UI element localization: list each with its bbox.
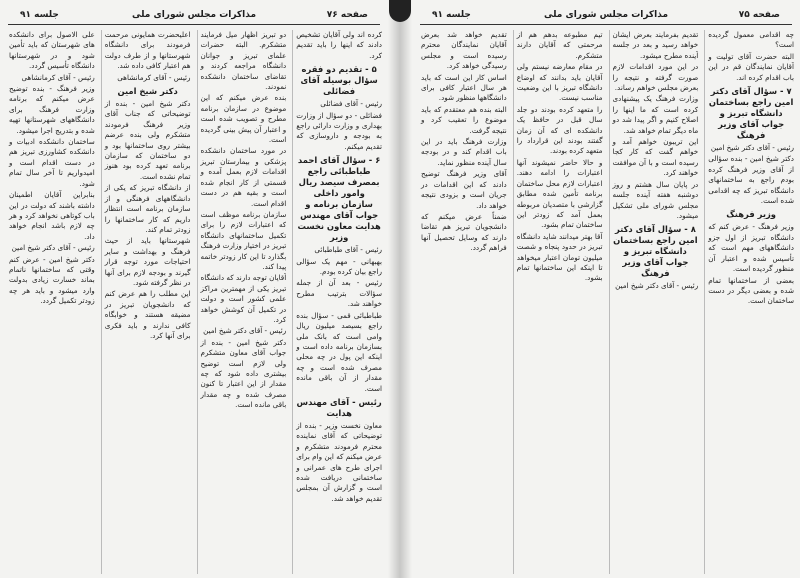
- paragraph: رئیس - آقای دکتر شیخ امین: [710, 143, 794, 153]
- text-column: [418, 30, 507, 574]
- paragraph: وزیر فرهنگ - بنده توضیح عرض میکنم که برنامه وزارت فرهنگ برای دانشگاههای شهرستانها تهیه شده و بتدریج اجرا میشود.: [9, 84, 95, 135]
- paragraph: دکتر شیخ امین - عرض کنم وقتی که ساختمانها ناتمام بماند خسارت زیادی بدولت وارد میشود و باید هر چه زودتر تکمیل گردد.: [9, 254, 95, 306]
- page-header: [8, 8, 380, 25]
- text-column: [513, 30, 603, 574]
- paragraph: در پایان سال هشتم و روز دوشنبه هفته آینده جلسه مجلس شورای ملی تشکیل میشود.: [612, 179, 699, 220]
- section-heading: دکتر شیخ امین: [117, 86, 178, 97]
- paragraph: بنده عرض میکنم که این موضوع در سازمان برنامه مطرح و تصویب شده است و اعتبار آن پیش بینی گردیده است.: [200, 93, 287, 145]
- paragraph: وزیر فرهنگ - عرض کنم که دانشگاه تبریز از اول جزو دانشگاههای مهم است که تأسیس شده و اعتبار آن منظور گردیده است.: [708, 222, 794, 274]
- paragraph: این مطلب را هم عرض کنم که دانشجویان تبریز در مضیقه هستند و خوابگاه کافی ندارند و باید فکری برای آنها کرد.: [104, 289, 191, 340]
- paragraph: این تریبون خواهم آمد و خواهم گفت که کار کجا رسیده است و با آن موافقت خواهند کرد.: [612, 137, 699, 178]
- right-page: [400, 0, 800, 578]
- page-header: [420, 8, 792, 25]
- text-column: [197, 30, 287, 574]
- session-number: جلسه ۹۱: [20, 10, 59, 20]
- paragraph: در مقام معارضه نیستم ولی آقایان باید بدانند که اوضاع دانشگاه تبریز با این وضعیت مناسب نیست.: [516, 62, 603, 103]
- paragraph: در مورد ساختمان دانشکده پزشکی و بیمارستان تبریز اقدامات لازم بعمل آمده و قسمتی از کار انجام شده است و بقیه هم در دست اقدام است.: [200, 146, 287, 208]
- paragraph: آقای وزیر فرهنگ توضیح دادند که این اقدامات در جریان است و بزودی نتیجه خواهد داد.: [421, 169, 507, 210]
- session-number: جلسه ۹۱: [432, 10, 471, 20]
- paragraph: رئیس - آقای دکتر شیخ امین: [11, 243, 95, 253]
- paragraph: شهرستانها باید از حیث فرهنگ و بهداشت و سایر احتیاجات مورد توجه قرار گیرند و بودجه لازم برای آنها در نظر گرفته شود.: [104, 236, 191, 287]
- paragraph: علی الاصول برای دانشکده های شهرستان که باید تأمین شود و در شهرستانها دانشگاه تأسیس گردد.: [9, 30, 95, 71]
- paragraph: معاون نخست وزیر - بنده از توضیحاتی که آقای نماینده محترم فرمودند متشکرم و عرض میکنم که این وام برای اجرای طرح های عمرانی و ساختمانی دریافت شده است و گزارش آن بمجلس تقدیم خواهد شد.: [296, 420, 382, 503]
- paragraph: بهبهانی - مهم یک سؤالی راجع بیان کرده بودم.: [296, 256, 382, 277]
- section-heading: ۵ - تقدیم دو فقره سؤال بوسیله آقای فضائلی: [300, 64, 378, 97]
- text-columns: [418, 30, 794, 574]
- paragraph: رئیس - آقای کرمانشاهی: [117, 72, 191, 82]
- paragraph: رئیس - آقای دکتر شیخ امین: [615, 281, 699, 291]
- text-column: [101, 30, 191, 574]
- paragraph: ضمناً عرض میکنم که دانشجویان تبریز هم تقاضا دارند که وسایل تحصیل آنها فراهم گردد.: [421, 211, 507, 253]
- paragraph: سازمان برنامه موظف است که اعتبارات لازم را برای تکمیل ساختمانهای دانشگاه تبریز در اختیار وزارت فرهنگ بگذارد تا این کار زودتر خاتمه پیدا کند.: [200, 209, 287, 271]
- paragraph: چه اقدامی معمول گردیده است؟: [708, 30, 794, 50]
- paragraph: رئیس - بعد آن از جمله سؤالات بترتیب مطرح خواهند شد.: [296, 278, 382, 309]
- page-number: صفحه ۷۶: [326, 10, 368, 20]
- page-number: صفحه ۷۵: [738, 10, 780, 20]
- paragraph: تقدیم خواهد شد بعرض آقایان نمایندگان محترم رسیده است و مجلس رسیدگی خواهد کرد.: [421, 30, 507, 71]
- paragraph: رئیس - آقای دکتر شیخ امین: [203, 326, 287, 336]
- paragraph: آقایان توجه دارند که دانشگاه تبریز یکی از مهمترین مراکز علمی کشور است و دولت در تکمیل آن کوشش خواهد کرد.: [200, 273, 287, 324]
- paragraph: فضائلی - دو سؤال از وزارت بهداری و وزارت دارائی راجع به بودجه و داروسازی که تقدیم میکنم.: [296, 110, 382, 151]
- paragraph: آقا بهتر میدانند شاید دانشگاه تبریز در حدود پنجاه و شصت میلیون تومان اعتبار میخواهد تا اینکه این ساختمانها تمام بشود.: [516, 231, 603, 283]
- paragraph: از دانشگاه تبریز که یکی از دانشگاههای فرهنگی و از سازمان برنامه است انتظار داریم که کار ساختمانها را زودتر تمام کند.: [104, 183, 191, 234]
- publication-title: مذاکرات مجلس شورای ملی: [131, 10, 257, 20]
- paragraph: تقدیم بفرمایند بعرض ایشان خواهد رسید و بعد در جلسه آینده مطرح میشود.: [612, 30, 699, 60]
- paragraph: کرده اند ولی آقایان تشخیص دادند که اینها را باید تقدیم کرد.: [296, 30, 382, 60]
- paragraph: دکتر شیخ امین - بنده از جواب آقای معاون متشکرم ولی لازم است توضیح بیشتری داده شود که چه مقدار از این اعتبار تا کنون مصرف شده و چه مقدار باقی مانده است.: [200, 337, 287, 410]
- paragraph: وزارت فرهنگ باید در این باب اقدام کند و در بودجه سال آینده منظور نماید.: [421, 137, 507, 167]
- text-column: [6, 30, 95, 574]
- paragraph: و حالا حاضر نمیشوند آنها اعتبارات را ادامه دهند. اعتبارات لازم محل ساختمان برنامه تأمین شده مطابق گزارشی با متصدیان مربوطه بعمل آمد که زودتر این ساختمان تمام بشود.: [516, 157, 603, 230]
- text-column: [292, 30, 382, 574]
- section-heading: ۸ - سؤال آقای دکتر امین راجع بساختمان دانشگاه تبریز و جواب آقای وزیر فرهنگ: [613, 224, 698, 279]
- text-column: [609, 30, 699, 574]
- paragraph: البته بنده هم معتقدم که باید موضوع را تعقیب کرد و نتیجه گرفت.: [421, 104, 507, 135]
- paragraph: بعضی از ساختمانها تمام شده و بعضی دیگر در دست ساختمان است.: [708, 275, 794, 306]
- section-heading: ۷ - سؤال آقای دکتر امین راجع بساختمان دانشگاه تبریز و جواب آقای وزیر فرهنگ: [708, 86, 794, 141]
- paragraph: ساختمان دانشکده ادبیات و دانشکده کشاورزی تبریز هم در دست اقدام است و امیدواریم تا آخر سال تمام شود.: [9, 137, 95, 188]
- paragraph: دو تبریز اظهار میل فرمایند متشکرم. البته حضرات علمای تبریز و جوانان دانشگاه مراجعه کردند و تقاضای ساختمان دانشکده نمودند.: [200, 30, 287, 92]
- paragraph: در این مورد اقدامات لازم صورت گرفته و نتیجه را بعرض مجلس خواهم رساند.: [612, 62, 699, 93]
- paragraph: رئیس - آقای طباطبائی: [314, 245, 382, 255]
- paragraph: البته حضرت آقای تولیت و آقایان نمایندگان قم در این باب اقدام کرده اند.: [708, 51, 794, 82]
- paragraph: رئیس - آقای کرمانشاهی: [21, 72, 95, 82]
- text-columns: [6, 30, 382, 574]
- publication-title: مذاکرات مجلس شورای ملی: [543, 10, 669, 20]
- paragraph: وزارت فرهنگ یک پیشنهادی کرده است که ما اینها را اصلاح کنیم و اگر پیدا شد دو ماه دیگر تمام خواهد شد.: [612, 94, 699, 135]
- section-heading: رئیس - آقای مهندس هدایت: [296, 396, 382, 418]
- paragraph: تیم مطبوعه بدهم هم از مرحمتی که آقایان دارند متشکرم.: [516, 30, 603, 60]
- paragraph: اساس کار این است که باید هر سال اعتبار کافی برای دانشگاهها منظور شود.: [421, 72, 507, 103]
- paragraph: را متعهد کرده بودند دو جلد سال قبل در حافظ یک دانشکده ای که آن زمان گفتند بودند این قرارداد را متعهد کرده بودند.: [516, 104, 603, 156]
- paragraph: دکتر شیخ امین - بنده سؤالی از آقای وزیر فرهنگ کرده بودم راجع به ساختمانهای دانشگاه تبریز که چه اقدامی شده است.: [708, 154, 794, 206]
- section-heading: وزیر فرهنگ: [726, 209, 777, 220]
- paragraph: رئیس - آقای فضائلی: [320, 99, 382, 109]
- paragraph: طباطبائی قمی - سؤال بنده راجع بسیصد میلیون ریال وامی است که بانک ملی بسازمان برنامه داده است و اینکه این پول در چه محلی مصرف شده است و چه مقدار از آن باقی مانده است.: [296, 310, 382, 393]
- paragraph: اعلیحضرت همایونی مرحمت فرمودند برای دانشگاه شهرستانها و از طرف دولت هم اعتبار کافی داده شد.: [104, 30, 191, 71]
- section-heading: ۶ - سؤال آقای احمد طباطبائی راجع بمصرف سیصد ریال وامور داخلی سازمان برنامه و جواب آقای مهندس هدایت معاون نخست وزیر: [297, 155, 381, 243]
- text-column: [704, 30, 794, 574]
- paragraph: بنابراین آقایان اطمینان داشته باشند که دولت در این باب کوتاهی نخواهد کرد و هر چه لازم باشد انجام خواهد داد.: [9, 190, 95, 241]
- paragraph: دکتر شیخ امین - بنده از توضیحاتی که جناب آقای وزیر فرهنگ فرمودند متشکرم ولی بنده عرضم بیشتر روی ساختمانها بود و دو ساختمان که سازمان برنامه تعهد کرده بود هنوز تمام نشده است.: [104, 99, 191, 181]
